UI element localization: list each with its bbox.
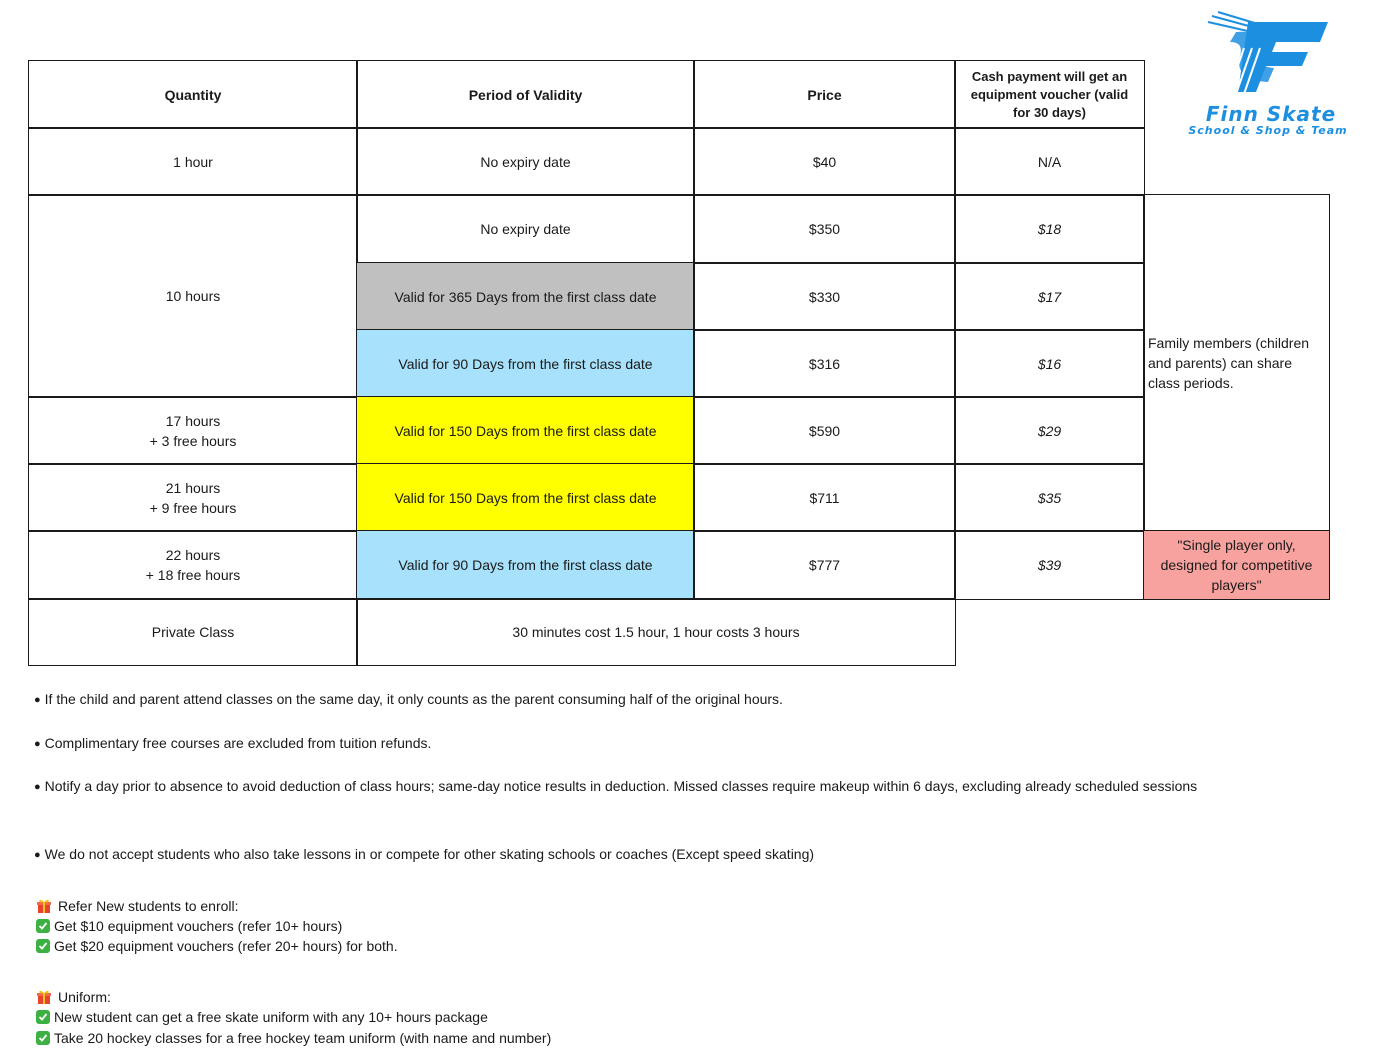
referral-item: [36, 916, 342, 936]
check-mark-icon: [36, 939, 50, 953]
referral-title: [36, 896, 239, 916]
single-player-note: "Single player only, designed for competitive players": [1143, 530, 1330, 600]
check-mark-icon: [36, 919, 50, 933]
cell-voucher: $17: [954, 262, 1145, 331]
bullet-icon: ●: [34, 849, 41, 861]
referral-item-text: Get $20 equipment vouchers (refer 20+ hours) for both.: [54, 938, 398, 954]
cell-quantity-private-class: Private Class: [28, 598, 358, 666]
cell-price: $330: [693, 262, 956, 331]
bullet-icon: ●: [34, 738, 41, 750]
uniform-item: [36, 1007, 488, 1027]
brand-name: Finn Skate: [1205, 102, 1337, 126]
cell-quantity-17-hours: [28, 396, 358, 465]
quantity-bonus-line: + 3 free hours: [149, 432, 237, 449]
cell-validity: No expiry date: [356, 127, 695, 196]
cell-price: $590: [693, 396, 956, 465]
uniform-item-text: Take 20 hockey classes for a free hockey team uniform (with name and number): [54, 1030, 552, 1046]
gift-icon: [36, 989, 52, 1005]
policy-note: [34, 844, 814, 866]
referral-item: [36, 936, 398, 956]
policy-note-text: Notify a day prior to absence to avoid deduction of class hours; same-day notice results in deduction. Missed classes require makeup within 6 days, excluding already scheduled sessions: [44, 778, 1198, 794]
cell-validity-365-days: Valid for 365 Days from the first class date: [356, 262, 695, 331]
gift-icon: [36, 898, 52, 914]
quantity-bonus-line: + 18 free hours: [145, 567, 241, 583]
cell-validity-90-days: Valid for 90 Days from the first class date: [356, 530, 695, 600]
cell-voucher: $18: [954, 194, 1145, 264]
policy-note: [34, 689, 783, 711]
cell-price: $777: [693, 530, 956, 600]
cell-validity-150-days: Valid for 150 Days from the first class date: [356, 463, 695, 532]
cell-voucher: $29: [954, 396, 1145, 465]
quantity-line: 22 hours: [165, 547, 221, 563]
cell-private-class-rule: 30 minutes cost 1.5 hour, 1 hour costs 3 hours: [356, 598, 956, 666]
cell-validity-90-days: Valid for 90 Days from the first class date: [356, 329, 695, 398]
family-share-note: Family members (children and parents) can share class periods.: [1143, 194, 1330, 532]
check-mark-icon: [36, 1031, 50, 1045]
referral-title-text: Refer New students to enroll:: [58, 898, 239, 914]
cell-validity: No expiry date: [356, 194, 695, 264]
referral-item-text: Get $10 equipment vouchers (refer 10+ hours): [54, 918, 343, 934]
uniform-item: [36, 1028, 551, 1048]
cell-validity-150-days: Valid for 150 Days from the first class date: [356, 396, 695, 465]
quantity-bonus-line: + 9 free hours: [149, 499, 237, 516]
header-quantity: Quantity: [28, 60, 358, 129]
header-validity: Period of Validity: [356, 60, 695, 129]
bullet-icon: ●: [34, 781, 41, 793]
brand-tagline: School & Shop & Team: [1188, 124, 1348, 137]
cell-quantity-21-hours: [28, 463, 358, 532]
quantity-line: 21 hours: [165, 479, 221, 496]
policy-note-text: We do not accept students who also take lessons in or compete for other skating schools or coaches (Except speed skating): [44, 846, 815, 862]
cell-price: $316: [693, 329, 956, 398]
check-mark-icon: [36, 1010, 50, 1024]
cell-voucher: N/A: [954, 127, 1145, 196]
header-voucher: Cash payment will get an equipment voucher (valid for 30 days): [954, 60, 1145, 129]
cell-price: $350: [693, 194, 956, 264]
cell-voucher: $35: [954, 463, 1145, 532]
uniform-item-text: New student can get a free skate uniform with any 10+ hours package: [54, 1009, 488, 1025]
cell-voucher: $16: [954, 329, 1145, 398]
brand-logo: [1178, 8, 1358, 140]
cell-quantity-10-hours: 10 hours: [28, 194, 358, 398]
header-price: Price: [693, 60, 956, 129]
cell-quantity-22-hours: [28, 530, 358, 600]
uniform-title: [36, 987, 111, 1007]
skate-logo-icon: [1178, 8, 1358, 108]
policy-note: [34, 776, 1197, 798]
policy-note-text: Complimentary free courses are excluded from tuition refunds.: [44, 735, 432, 751]
cell-price: $40: [693, 127, 956, 196]
cell-quantity-1-hour: 1 hour: [28, 127, 358, 196]
quantity-line: 17 hours: [165, 412, 221, 429]
uniform-title-text: Uniform:: [58, 989, 111, 1005]
policy-note: [34, 733, 431, 755]
bullet-icon: ●: [34, 694, 41, 706]
cell-price: $711: [693, 463, 956, 532]
cell-voucher: $39: [954, 530, 1145, 600]
policy-note-text: If the child and parent attend classes on the same day, it only counts as the parent consuming half of the original hours.: [44, 691, 783, 707]
